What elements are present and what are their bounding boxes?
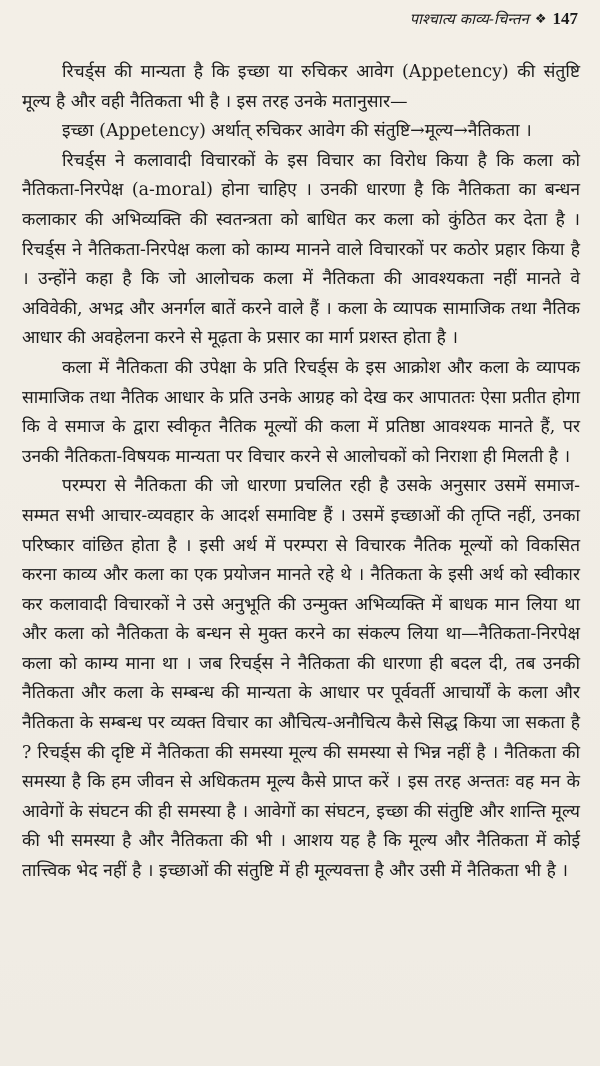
- paragraph-4: परम्परा से नैतिकता की जो धारणा प्रचलित रही है उसके अनुसार उसमें समाज-सम्मत सभी आचार-व्यवहार के आदर्श समाविष्ट हैं । उसमें इच्छाओं की तृप्ति नहीं, उनका परिष्कार वांछित होता है । इसी अर्थ में परम्परा से विचारक नैतिक मूल्यों को विकसित करना काव्य और कला का एक प्रयोजन मानते रहे थे । नैतिकता के इसी अर्थ को स्वीकार कर कलावादी विचारकों ने उसे अनुभूति की उन्मुक्त अभिव्यक्ति में बाधक मान लिया था और कला को नैतिकता के बन्धन से मुक्त करने का संकल्प लिया था—नैतिकता-निरपेक्ष कला को काम्य माना था । जब रिचर्ड्स ने नैतिकता की धारणा ही बदल दी, तब उनकी नैतिकता और कला के सम्बन्ध की मान्यता के आधार पर पूर्ववर्ती आचार्यों के कला और नैतिकता के सम्बन्ध पर व्यक्त विचार का औचित्य-अनौचित्य कैसे सिद्ध किया जा सकता है ? रिचर्ड्स की दृष्टि में नैतिकता की समस्या मूल्य की समस्या से भिन्न नहीं है । नैतिकता की समस्या है कि हम जीवन से अधिकतम मूल्य कैसे प्राप्त करें । इस तरह अन्ततः वह मन के आवेगों के संघटन की ही समस्या है । आवेगों का संघटन, इच्छा की संतुष्टि और शान्ति मूल्य की भी समस्या है और नैतिकता की भी । आशय यह है कि मूल्य और नैतिकता में कोई तात्त्विक भेद नहीं है । इच्छाओं की संतुष्टि में ही मूल्यवत्ता है और उसी में नैतिकता भी है ।: [22, 476, 580, 882]
- paragraph-2: रिचर्ड्स ने कलावादी विचारकों के इस विचार का विरोध किया है कि कला को नैतिकता-निरपेक्ष (a-moral) होना चाहिए । उनकी धारणा है कि नैतिकता का बन्धन कलाकार की अभिव्यक्ति की स्वतन्त्रता को बाधित कर कला को कुंठित कर देता है । रिचर्ड्स ने नैतिकता-निरपेक्ष कला को काम्य मानने वाले विचारकों पर कठोर प्रहार किया है । उन्होंने कहा है कि जो आलोचक कला में नैतिकता की आवश्यकता नहीं मानते वे अविवेकी, अभद्र और अनर्गल बातें करने वाले हैं । कला के व्यापक सामाजिक तथा नैतिक आधार की अवहेलना करने से मूढ़ता के प्रसार का मार्ग प्रशस्त होता है ।: [22, 150, 580, 349]
- body-text: [22, 58, 580, 887]
- paragraph-3: कला में नैतिकता की उपेक्षा के प्रति रिचर्ड्स के इस आक्रोश और कला के व्यापक सामाजिक तथा नैतिक आधार के प्रति उनके आग्रह को देख कर आपाततः ऐसा प्रतीत होगा कि वे समाज के द्वारा स्वीकृत नैतिक मूल्यों की कला में प्रतिष्ठा आवश्यक मानते हैं, पर उनकी नैतिकता-विषयक मान्यता पर विचार करने से आलोचकों को निराशा ही मिलती है ।: [22, 357, 580, 467]
- running-header: [22, 0, 580, 38]
- formula-line: इच्छा (Appetency) अर्थात् रुचिकर आवेग की संतुष्टि→मूल्य→नैतिकता ।: [62, 121, 532, 142]
- page-number: 147: [552, 9, 578, 28]
- book-section-title: पाश्चात्य काव्य-चिन्तन: [409, 10, 529, 28]
- paragraph-1: रिचर्ड्स की मान्यता है कि इच्छा या रुचिकर आवेग (Appetency) की संतुष्टि मूल्य है और वही नैतिकता भी है । इस तरह उनके मतानुसार—: [22, 62, 580, 112]
- diamond-ornament-icon: ❖: [534, 11, 547, 27]
